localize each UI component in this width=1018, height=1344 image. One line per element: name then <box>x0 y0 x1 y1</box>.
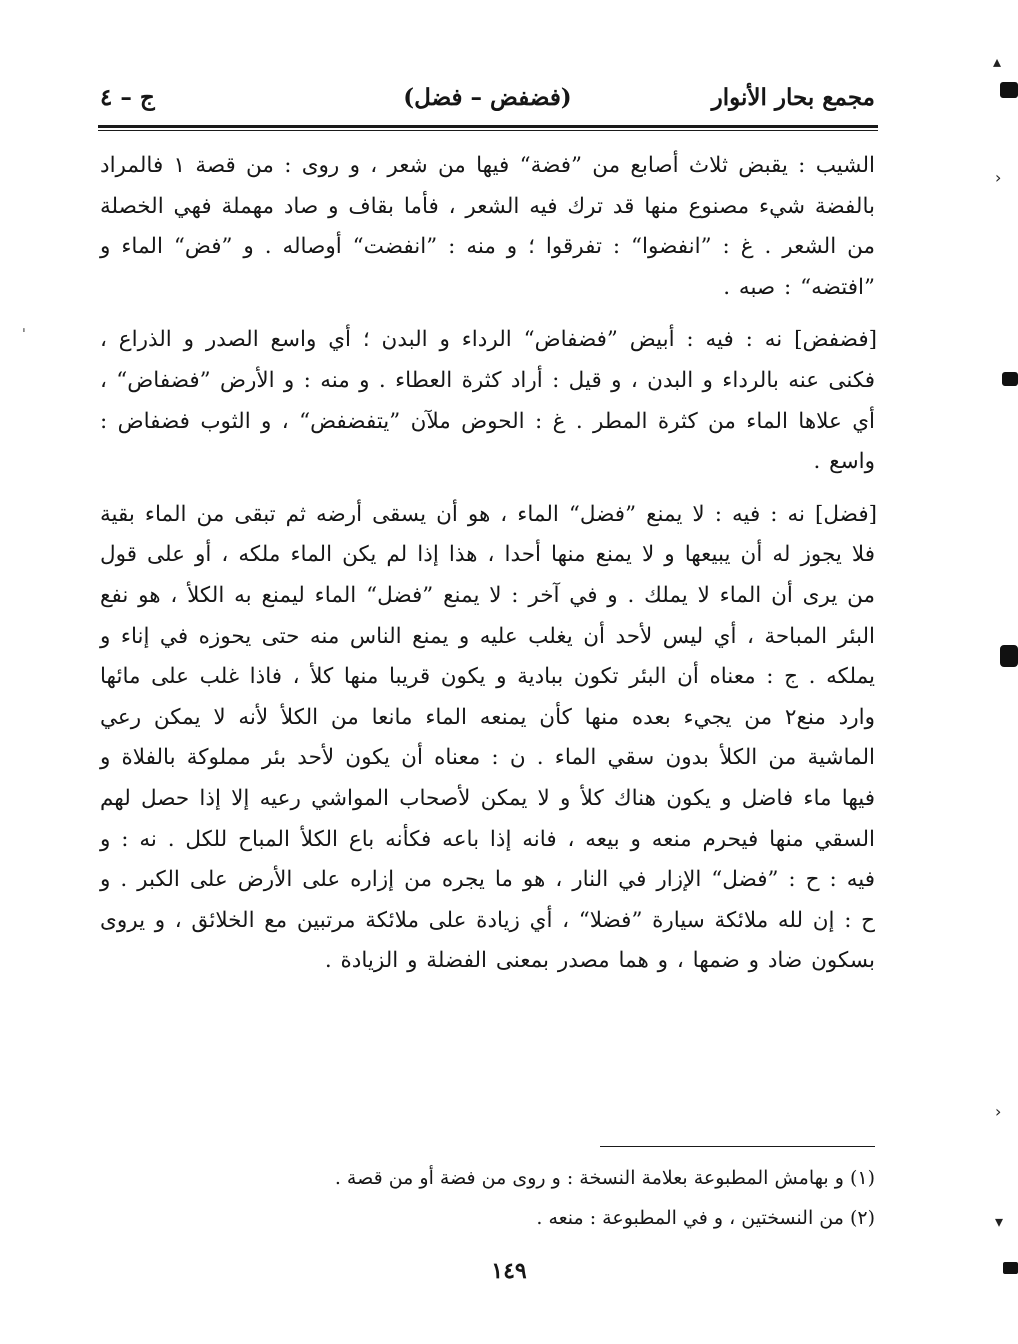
binding-mark <box>1003 1262 1018 1274</box>
volume-number: ج – ٤ <box>100 84 155 111</box>
paragraph-continuation: الشيب : يقبض ثلاث أصابع من ”فضة“ فيها من شعر ، و روى : من قصة ١ فالمراد بالفضة شيء مصنوع منها قد ترك فيه الشعر ، فأما بقاف و صاد مهملة فهي الخصلة من الشعر . غ : ”انفضوا“ : تفرقوا ؛ و منه : ”انفضت“ أوصاله . و ”فض“ الماء و ”افتضه“ : صبه . <box>100 153 875 300</box>
margin-tick-icon: ▾ <box>995 1212 1004 1231</box>
binding-mark <box>1000 82 1018 98</box>
binding-mark <box>1002 372 1018 386</box>
header-rule-thick <box>98 125 878 128</box>
entry-fadfad: [فضفض] نه : فيه : أبيض ”فضفاض“ الرداء و البدن ؛ أي واسع الصدر و الذراع ، فكنى عنه بالرداء و البدن ، و قيل : أراد كثرة العطاء . و منه : و الأرض ”فضفاض“ ، أي علاها الماء من كثرة المطر . غ : الحوض ملآن ”يتفضفض“ ، و الثوب فضفاض : واسع . <box>100 327 877 475</box>
footnote-1: (١) و بهامش المطبوعة بعلامة النسخة : و روى من فضة أو من قصة . <box>334 1167 875 1189</box>
margin-tick-icon: › <box>995 1102 1002 1121</box>
running-header <box>100 80 875 120</box>
book-title: مجمع بحار الأنوار <box>711 84 875 111</box>
footnotes <box>100 1158 875 1238</box>
footnote-rule <box>600 1146 875 1147</box>
main-text <box>100 146 875 994</box>
entry-fadl: [فضل] نه : فيه : لا يمنع ”فضل“ الماء ، هو أن يسقى أرضه ثم تبقى من الماء بقية فلا يجوز له أن يبيعها و لا يمنع منها أحدا ، هذا إذا لم يكن الماء ملكه ، أو على قول من يرى أن الماء لا يملك . و في آخر : لا يمنع ”فضل“ الماء ليمنع به الكلأ ، هو نفع البئر المباحة ، أي ليس لأحد أن يغلب عليه و يمنع الناس منه حتى يحوزه في إناء و يملكه . ج : معناه أن البئر تكون ببادية و يكون قريبا منها كلأ ، فاذا غلب على مائها وارد منع٢ من يجيء بعده منها كأن يمنعه الماء مانعا من الكلأ لأنه لا يمكن رعي الماشية من الكلأ بدون سقي الماء . ن : معناه أن يكون لأحد بئر مملوكة بالفلاة و فيها ماء فاضل و يكون هناك كلأ و لا يمكن لأصحاب المواشي رعيه إلا إذا حصل لهم السقي منها فيحرم منعه و بيعه ، فانه إذا باعه فكأنه باع الكلأ المباح للكل . نه : و فيه : ح : ”فضل“ الإزار في النار ، هو ما يجره من إزاره على الأرض على الكبر . و ح : إن لله ملائكة سيارة ”فضلا“ ، أي زيادة على ملائكة مرتبين مع الخلائق ، و يروى بسكون ضاد و ضمها ، و هما مصدر بمعنى الفضلة و الزيادة . <box>100 501 877 974</box>
margin-tick-icon: ˌ <box>22 318 26 334</box>
margin-tick-icon: ▴ <box>993 52 1002 71</box>
footnote-2: (٢) من النسختين ، و في المطبوعة : منعه . <box>536 1207 875 1229</box>
page-number: ١٤٩ <box>491 1258 527 1284</box>
entry-range: (فضفض – فضل) <box>403 84 572 111</box>
header-rule-thin <box>98 130 878 131</box>
margin-tick-icon: › <box>995 168 1002 187</box>
binding-mark <box>1000 645 1018 667</box>
